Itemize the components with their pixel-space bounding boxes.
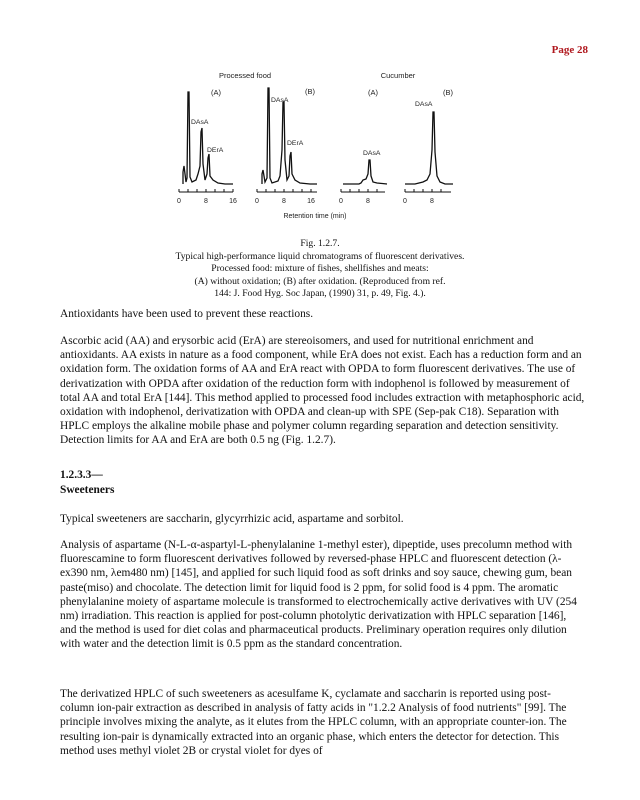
peak-label-dasa-b: DAsA (271, 97, 289, 104)
tick-label: 0 (403, 198, 407, 205)
paragraph-text: Analysis of aspartame (N-L-α-aspartyl-L-phenylalanine 1-methyl ester), dipeptide, uses precolumn method with fluorescamine to form fluorescent derivatives followed by reversed-phase HPLC and fluorescent detection (λ-ex390 nm, λem480 nm) [145], and applied for such liquid food as soft drinks and soy sauce, chewing gum, bean paste(miso) and chocolate. The detection limit for liquid food is 2 ppm, for solid food is 4 ppm. The aromatic phenylalanine moiety of aspartame molecule is transformed to electrochemically active derivatives with UV (254 nm) irradiation. This reaction is applied for post-column photolytic derivatization with HPLC separation [146], and the method is used for diet colas and pharmaceutical products. Preliminary operation requires only dilution with water and the detection limit is 0.5 ppm as the standard concentration. (60, 539, 577, 651)
label-b-cucumber: (B) (443, 88, 453, 97)
section-heading (60, 468, 114, 498)
tick-label: 16 (307, 198, 315, 205)
tick-label: 0 (177, 198, 181, 205)
caption-line: Processed food: mixture of fishes, shellfishes and meats: (211, 263, 429, 275)
peak-label-dasa-a: DAsA (191, 119, 209, 126)
x-axis-label: Retention time (min) (283, 213, 347, 220)
paragraph-antioxidants (60, 307, 585, 321)
panel-title-cucumber: Cucumber (380, 71, 416, 80)
tick-label: 8 (282, 198, 286, 205)
trace-processed-a (183, 92, 233, 184)
caption-fig-number: Fig. 1.2.7. (300, 238, 340, 249)
caption-line: (A) without oxidation; (B) after oxidation. (Reproduced from ref. (194, 275, 446, 287)
tick-label: 16 (229, 198, 237, 205)
paragraph-text: Antioxidants have been used to prevent these reactions. (60, 308, 314, 320)
peak-label-dera-b: DErA (287, 140, 304, 147)
chromatogram-svg (165, 62, 470, 227)
peak-label-dasa-cuc-a: DAsA (363, 150, 381, 157)
paragraph-aspartame (60, 538, 585, 652)
trace-cucumber-a (343, 160, 387, 184)
tick-label: 8 (366, 198, 370, 205)
paragraph-text: Ascorbic acid (AA) and erysorbic acid (ErA) are stereoisomers, and used for nutritional enrichment and antioxidants. AA exists in nature as a food component, while ErA does not exist. Each has a reduction form and an oxidation form. The oxidation forms of AA and ErA react with OPDA to form fluorescent derivatives. The use of derivatization with OPDA after oxidation of the reduction form with indophenol is followed by measurement of total AA and total ErA [144]. This method applied to processed food includes extraction with metaphosphoric acid, oxidation with indophenol, derivatization with OPDA and clean-up with SPE (Sep-pak C18). Separation with HPLC employs the alkaline mobile phase and polymer column regarding separation and detection sensitivity. Detection limits for AA and ErA are both 0.5 ng (Fig. 1.2.7). (60, 335, 585, 447)
peak-label-dera-a: DErA (207, 147, 224, 154)
paragraph-derivatized-hplc (60, 687, 585, 758)
label-b-processed: (B) (305, 87, 315, 96)
figure-caption (130, 238, 510, 301)
x-axes (179, 189, 451, 192)
tick-label: 8 (204, 198, 208, 205)
panel-title-processed-food: Processed food (218, 71, 272, 80)
caption-line: 144: J. Food Hyg. Soc Japan, (1990) 31, p. 49, Fig. 4.). (214, 288, 426, 300)
paragraph-text: Typical sweeteners are saccharin, glycyrrhizic acid, aspartame and sorbitol. (60, 513, 404, 525)
paragraph-ascorbic-acid (60, 334, 585, 448)
peak-label-dasa-cuc-b: DAsA (415, 101, 433, 108)
label-a-processed: (A) (211, 88, 221, 97)
caption-line: Typical high-performance liquid chromatograms of fluorescent derivatives. (175, 250, 465, 262)
paragraph-typical-sweeteners (60, 512, 585, 526)
paragraph-text: The derivatized HPLC of such sweeteners as acesulfame K, cyclamate and saccharin is reported using post-column ion-pair extraction as described in analysis of fatty acids in "1.2.2 Analysis of food nutrients" [99]. The principle involves mixing the analyte, as it elutes from the HPLC column, with an appropriate counter-ion. The resulting ion-pair is dynamically extracted into an organic phase, which enters the detector for detection. This method uses methyl violet 2B or crystal violet for dyes of (60, 688, 567, 757)
trace-cucumber-b (405, 112, 453, 184)
tick-label: 0 (339, 198, 343, 205)
page-number: Page 28 (551, 44, 588, 56)
label-a-cucumber: (A) (368, 88, 378, 97)
tick-label: 8 (430, 198, 434, 205)
tick-label: 0 (255, 198, 259, 205)
chromatogram-figure (165, 62, 470, 227)
section-number: 1.2.3.3— (60, 469, 103, 481)
section-title: Sweeteners (60, 484, 115, 496)
